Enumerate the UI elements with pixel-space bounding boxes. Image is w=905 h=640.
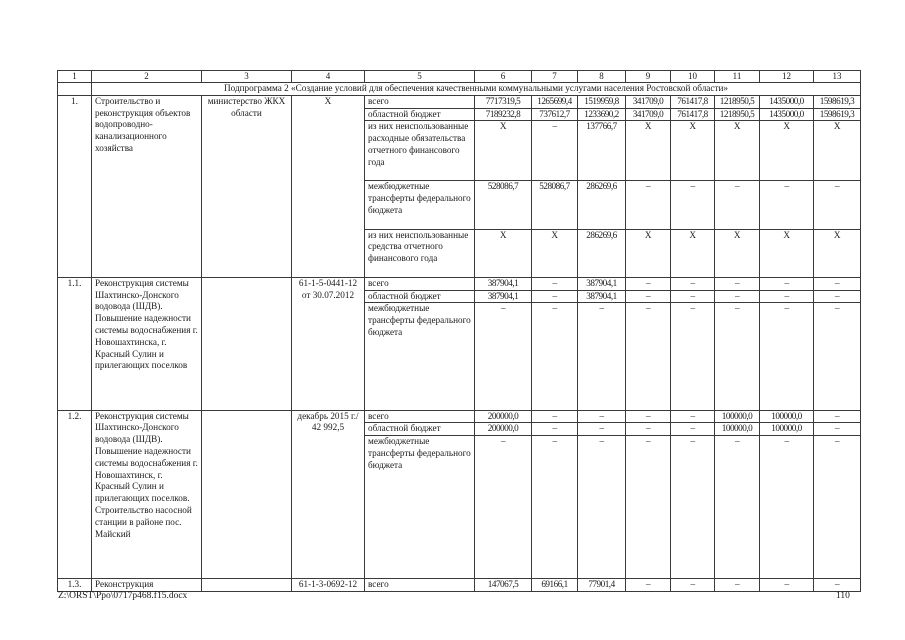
column-number: 4 bbox=[292, 71, 365, 83]
amount-cell: 100000,0 bbox=[715, 410, 760, 423]
amount-cell: 761417,8 bbox=[671, 95, 715, 108]
amount-cell: – bbox=[814, 303, 861, 410]
measure-name: Реконструкция системы Шахтинско-Донского водовода (ШДВ). Повышение надежности системы водоснабжения г. Новошахтинск, г. Красный Сулин и прилегающих поселков. Строительство насосной станции в районе пос. Майский bbox=[92, 410, 202, 578]
amount-cell: 1218950,5 bbox=[715, 95, 760, 108]
amount-cell: – bbox=[626, 410, 671, 423]
project-document: X bbox=[292, 95, 365, 277]
amount-cell: 528086,7 bbox=[475, 181, 532, 229]
amount-cell: – bbox=[626, 423, 671, 436]
amount-cell: – bbox=[578, 423, 626, 436]
funding-source: всего bbox=[365, 95, 475, 108]
amount-cell: 7189232,8 bbox=[475, 108, 532, 121]
amount-cell: – bbox=[715, 290, 760, 303]
amount-cell: 387904,1 bbox=[578, 290, 626, 303]
amount-cell: 387904,1 bbox=[475, 277, 532, 290]
amount-cell: – bbox=[814, 290, 861, 303]
funding-source: межбюджетные трансферты федерального бюджета bbox=[365, 436, 475, 579]
amount-cell: – bbox=[671, 290, 715, 303]
amount-cell: – bbox=[814, 181, 861, 229]
amount-cell: – bbox=[715, 303, 760, 410]
column-number: 7 bbox=[532, 71, 578, 83]
column-number: 2 bbox=[92, 71, 202, 83]
amount-cell: – bbox=[578, 303, 626, 410]
amount-cell: 7717319,5 bbox=[475, 95, 532, 108]
amount-cell: 147067,5 bbox=[475, 578, 532, 591]
footer-page-number: 110 bbox=[836, 591, 850, 601]
measure-name: Строительство и реконструкция объектов водопроводно-канализационного хозяйства bbox=[92, 95, 202, 277]
column-number: 6 bbox=[475, 71, 532, 83]
amount-cell: X bbox=[626, 121, 671, 181]
program-table bbox=[57, 70, 861, 592]
funding-source: всего bbox=[365, 410, 475, 423]
amount-cell: 69166,1 bbox=[532, 578, 578, 591]
funding-source: областной бюджет bbox=[365, 108, 475, 121]
amount-cell: – bbox=[760, 277, 814, 290]
amount-cell: – bbox=[532, 410, 578, 423]
executor: министерство ЖКХ области bbox=[202, 95, 292, 277]
funding-source: из них неиспользованные средства отчетного финансового года bbox=[365, 229, 475, 277]
amount-cell: – bbox=[671, 423, 715, 436]
amount-cell: – bbox=[532, 436, 578, 579]
amount-cell: – bbox=[760, 578, 814, 591]
amount-cell: 200000,0 bbox=[475, 410, 532, 423]
amount-cell: – bbox=[626, 277, 671, 290]
amount-cell: 1218950,5 bbox=[715, 108, 760, 121]
amount-cell: – bbox=[671, 277, 715, 290]
amount-cell: – bbox=[475, 303, 532, 410]
amount-cell: – bbox=[578, 410, 626, 423]
amount-cell: 1435000,0 bbox=[760, 108, 814, 121]
column-number: 8 bbox=[578, 71, 626, 83]
amount-cell: – bbox=[578, 436, 626, 579]
subprogram-title: Подпрограмма 2 «Создание условий для обеспечения качественными коммунальными услугами населения Ростовской области» bbox=[92, 83, 861, 96]
column-number: 5 bbox=[365, 71, 475, 83]
amount-cell: X bbox=[814, 229, 861, 277]
amount-cell: 1265699,4 bbox=[532, 95, 578, 108]
amount-cell: – bbox=[760, 181, 814, 229]
amount-cell: 200000,0 bbox=[475, 423, 532, 436]
funding-source: межбюджетные трансферты федерального бюджета bbox=[365, 181, 475, 229]
row-number: 1.1. bbox=[58, 277, 92, 410]
amount-cell: 286269,6 bbox=[578, 229, 626, 277]
funding-source: из них неиспользованные расходные обязательства отчетного финансового года bbox=[365, 121, 475, 181]
subprogram-row bbox=[58, 83, 861, 96]
amount-cell: – bbox=[814, 423, 861, 436]
amount-cell: X bbox=[760, 121, 814, 181]
amount-cell: – bbox=[715, 436, 760, 579]
table-row bbox=[58, 410, 861, 423]
amount-cell: X bbox=[760, 229, 814, 277]
amount-cell: X bbox=[671, 121, 715, 181]
amount-cell: 761417,8 bbox=[671, 108, 715, 121]
column-number-row bbox=[58, 71, 861, 83]
table-row bbox=[58, 95, 861, 108]
amount-cell: 341709,0 bbox=[626, 108, 671, 121]
amount-cell: 1233690,2 bbox=[578, 108, 626, 121]
column-number: 13 bbox=[814, 71, 861, 83]
project-document: 61-1-3-0692-12 bbox=[292, 578, 365, 591]
column-number: 3 bbox=[202, 71, 292, 83]
executor bbox=[202, 277, 292, 410]
amount-cell: – bbox=[532, 277, 578, 290]
funding-source: межбюджетные трансферты федерального бюджета bbox=[365, 303, 475, 410]
executor bbox=[202, 578, 292, 591]
column-number: 9 bbox=[626, 71, 671, 83]
amount-cell: – bbox=[671, 181, 715, 229]
amount-cell: – bbox=[814, 436, 861, 579]
funding-source: областной бюджет bbox=[365, 423, 475, 436]
amount-cell: 387904,1 bbox=[578, 277, 626, 290]
amount-cell: 387904,1 bbox=[475, 290, 532, 303]
amount-cell: X bbox=[671, 229, 715, 277]
row-number: 1. bbox=[58, 95, 92, 277]
project-document: декабрь 2015 г./ 42 992,5 bbox=[292, 410, 365, 578]
amount-cell: 1598619,3 bbox=[814, 108, 861, 121]
amount-cell: 1519959,8 bbox=[578, 95, 626, 108]
funding-source: всего bbox=[365, 578, 475, 591]
amount-cell: – bbox=[715, 578, 760, 591]
amount-cell: 286269,6 bbox=[578, 181, 626, 229]
amount-cell: 100000,0 bbox=[760, 410, 814, 423]
amount-cell: – bbox=[532, 423, 578, 436]
amount-cell: – bbox=[626, 181, 671, 229]
amount-cell: – bbox=[671, 578, 715, 591]
amount-cell: – bbox=[626, 436, 671, 579]
amount-cell: X bbox=[626, 229, 671, 277]
amount-cell: 1598619,3 bbox=[814, 95, 861, 108]
amount-cell: 528086,7 bbox=[532, 181, 578, 229]
row-number: 1.2. bbox=[58, 410, 92, 578]
amount-cell: – bbox=[760, 290, 814, 303]
amount-cell: X bbox=[532, 229, 578, 277]
measure-name: Реконструкция системы Шахтинско-Донского водовода (ШДВ). Повышение надежности системы водоснабжения г. Новошахтинска, г. Красный Сулин и прилегающих поселков bbox=[92, 277, 202, 410]
column-number: 10 bbox=[671, 71, 715, 83]
subprogram-spacer bbox=[58, 83, 92, 96]
amount-cell: – bbox=[626, 303, 671, 410]
amount-cell: – bbox=[715, 277, 760, 290]
amount-cell: X bbox=[814, 121, 861, 181]
amount-cell: 737612,7 bbox=[532, 108, 578, 121]
amount-cell: – bbox=[715, 181, 760, 229]
column-number: 1 bbox=[58, 71, 92, 83]
table-row bbox=[58, 277, 861, 290]
amount-cell: X bbox=[715, 121, 760, 181]
amount-cell: 137766,7 bbox=[578, 121, 626, 181]
amount-cell: – bbox=[671, 410, 715, 423]
amount-cell: – bbox=[814, 410, 861, 423]
project-document: 61-1-5-0441-12 от 30.07.2012 bbox=[292, 277, 365, 410]
amount-cell: 1435000,0 bbox=[760, 95, 814, 108]
amount-cell: – bbox=[671, 436, 715, 579]
amount-cell: – bbox=[532, 290, 578, 303]
amount-cell: – bbox=[626, 290, 671, 303]
amount-cell: X bbox=[475, 229, 532, 277]
amount-cell: X bbox=[715, 229, 760, 277]
amount-cell: – bbox=[532, 121, 578, 181]
amount-cell: – bbox=[475, 436, 532, 579]
measure-name: Реконструкция bbox=[92, 578, 202, 591]
amount-cell: – bbox=[760, 436, 814, 579]
amount-cell: X bbox=[475, 121, 532, 181]
amount-cell: 100000,0 bbox=[715, 423, 760, 436]
table-row bbox=[58, 578, 861, 591]
amount-cell: – bbox=[532, 303, 578, 410]
amount-cell: 100000,0 bbox=[760, 423, 814, 436]
amount-cell: – bbox=[671, 303, 715, 410]
amount-cell: – bbox=[760, 303, 814, 410]
column-number: 11 bbox=[715, 71, 760, 83]
column-number: 12 bbox=[760, 71, 814, 83]
executor bbox=[202, 410, 292, 578]
amount-cell: – bbox=[814, 578, 861, 591]
row-number: 1.3. bbox=[58, 578, 92, 591]
amount-cell: – bbox=[626, 578, 671, 591]
funding-source: областной бюджет bbox=[365, 290, 475, 303]
footer-file-path: Z:\ORST\Ppo\0717p468.f15.docx bbox=[58, 591, 188, 601]
amount-cell: 77901,4 bbox=[578, 578, 626, 591]
amount-cell: – bbox=[814, 277, 861, 290]
funding-source: всего bbox=[365, 277, 475, 290]
amount-cell: 341709,0 bbox=[626, 95, 671, 108]
